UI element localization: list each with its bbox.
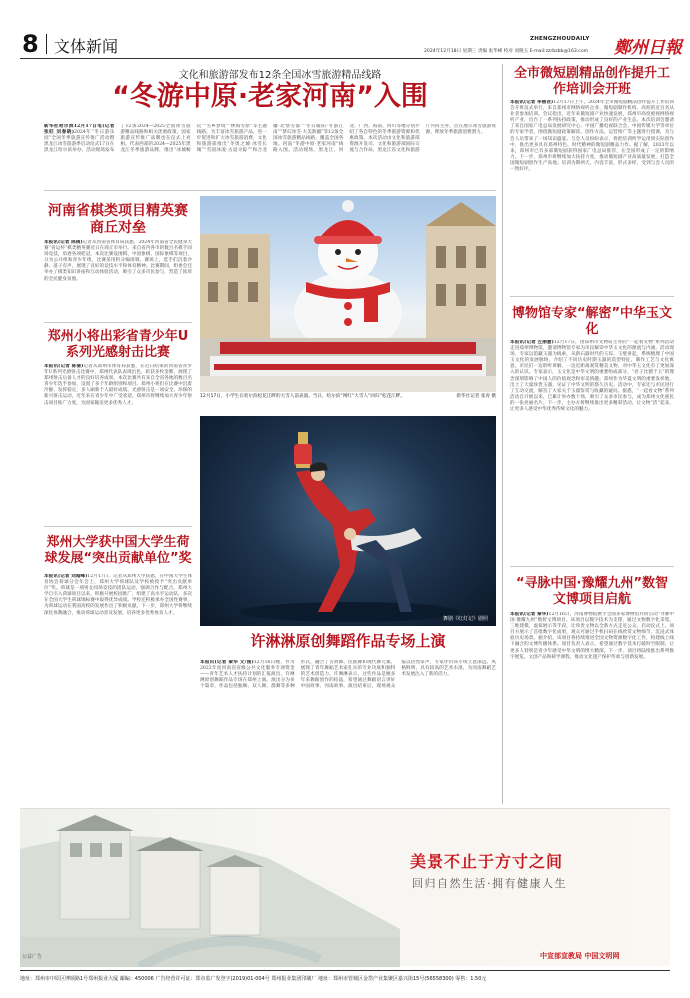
right3-byline: 本报讯(记者 秦华)	[510, 612, 549, 617]
masthead	[0, 0, 690, 58]
right3-body: 12月16日，河南博物院携手全国多家博物馆共同启动“寻脉中国·豫耀九州”数智文博项目。该项目以数字技术为支撑，通过文物数字化采集、三维建模、虚拟展示等手段，让珍贵文物以全新方式走近公众。启动仪式上，项目方展示了首批数字化成果，观众可通过手机扫码在线欣赏文物细节，沉浸式体验历史场景。据介绍，该项目将持续推进全国文物资源数字化工作，构建线上线下融合的文博传播体系。项目负责人表示，希望通过数字技术打破时空限制，让更多人特别是青少年感受中华文明的博大精深。下一步，项目将陆续推出系列数字展览、文创产品和研学课程，推动文化遗产保护传承与创新发展。	[510, 612, 674, 660]
page-number: 8	[22, 30, 39, 58]
right-column-divider	[502, 64, 503, 804]
right2-text	[510, 340, 674, 560]
left2-text	[44, 364, 192, 520]
dance-photo	[200, 416, 496, 626]
right2-body: 12月17日，由郑州市文物局主办的“一起看文物”系列活动走进郑州博物馆，邀请博物馆专家为市民解读中华玉文化的源流与内涵。活动现场，专家以馆藏玉器为线索，从新石器时代的玉琮、玉璧讲起，系统梳理了中国玉文化的发展脉络，介绍了不同历史时期玉器的造型特征、制作工艺与文化寓意。市民们一边聆听讲解，一边近距离观赏精美文物，对中华玉文化有了更加深入的认识。专家表示，玉文化是中华文明的重要组成部分，“君子比德于玉”的理念深刻影响了中国人的价值观念和审美情趣。郑州作为华夏文明的重要发祥地，出土了大量珍贵玉器，见证了中华文明的悠久历史。活动中，专家还与市民进行了互动交流，解答了大家关于玉器鉴赏与收藏的疑问。据悉，“一起看文物”系列活动自开展以来，已累计举办数十场，吸引了众多市民参与，成为郑州文化惠民的一张亮丽名片。下一步，主办方将继续推出更多精彩活动，让文物“活”起来，让更多人感受中华优秀传统文化的魅力。	[510, 340, 674, 413]
left3-headline: 郑州大学获中国大学生荷球发展“突出贡献单位”奖	[44, 535, 192, 566]
snowman-photo	[200, 196, 496, 392]
right3-text	[510, 612, 674, 802]
left1-headline: 河南省棋类项目精英赛商丘对垒	[48, 203, 188, 236]
left1-body: 记者从河南省体育局获悉，2024年河南省全民健身大赛“省运杯”棋类精英赛近日在商丘市举行。来自省内各市的数百名棋手同场竞技，角逐各项桂冠。本次比赛设围棋、中国象棋、国际象棋等项目，分为公开组和青少年组，比赛采用积分编排制。赛场上，选手们沉着冷静、落子有声，展现了良好的竞技水平和体育精神。比赛期间，组委会还举办了棋类知识讲座和互动体验活动，吸引了众多市民参与，营造了浓厚的全民健身氛围。	[44, 240, 192, 282]
left1-text	[44, 240, 192, 318]
left2-byline: 本报讯(记者 陈倩)	[44, 364, 84, 369]
section-title: 文体新闻	[54, 37, 119, 56]
lead-byline: 新华社哈尔滨12月17日电(记者 张旺 刘春晓)	[44, 124, 115, 136]
ad-illustration	[20, 809, 400, 967]
left1-rule	[44, 322, 192, 323]
lead-kicker: 文化和旅游部发布12条全国冰雪旅游精品线路	[178, 70, 382, 81]
dance-body: 12月16日晚，作为2023年度河南省省级公共文化服务专项资金——青年艺术人才扶持计划的汇报演出，许淋淋原创舞蹈作品专场在郑州上演。演出分为多个篇章，作品包括独舞、双人舞、群舞等多种形式，融合了古典舞、民族舞和现代舞元素，展现了青年舞蹈艺术家扎实的专业功底和独特的艺术创造力。许淋淋表示，这些作品是她多年来舞蹈创作的结晶，希望通过舞蹈语言讲好中国故事、河南故事。演出结束后，现场观众报以热烈掌声，专家评价该专场立意深远、风格鲜明，具有较高的艺术水准，为河南舞蹈艺术发展注入了新的活力。	[200, 660, 496, 690]
ad-organizations: 中宣部宣教局 中国文明网	[540, 951, 620, 960]
snowman-illustration	[200, 196, 496, 392]
lead-body: 2024年“冬日游乐园”全国冬季旅游宣传推广活动暨黑龙江冰雪旅游季启动仪式17日在黑龙江哈尔滨举办。活动现场发布了12条2024—2025全国冰雪旅游精品线路和相关优惠政策，国家旅游宣传推广品牌也在仪式上亮相。代表西部的2024—2025年黑龙江冬季旅游品牌，推出“冰城畅玩”“雪乡梦境”“林海雪原”等主题线路。为丰富冰雪旅游产品，进一步促进和扩大冰雪旅游消费，文化和旅游部推出“冬奥之城·冰雪长城”“雪国冰凌·古道寻踪”“和合北疆·北寒雪都”“冬日暖阳·冬游江南”“梦幻冰雪·大美新疆”等12条全国冰雪旅游精品线路，覆盖全国各地。河南“冬游中原·老家河南”线路入围。活动现场，黑龙江、河北、广西、海南、四川等地分别介绍了各自特色的冬季旅游资源和优惠政策。本次活动由文化和旅游部资源开发司、文化和旅游部国际交流与合作局、黑龙江省文化和旅游厅共同主办，旨在展示冰雪旅游资源、释放冬季旅游消费潜力。	[44, 124, 496, 154]
right2-headline: 博物馆专家“解密”中华玉文化	[511, 306, 673, 337]
ad-label: 公益广告	[22, 954, 43, 960]
footer-rule	[20, 970, 670, 971]
right2-byline: 本报讯(记者 左丽慧)	[510, 340, 554, 345]
right2-rule	[510, 566, 674, 567]
publication-info: 2024年12月18日 星期三 责编 张华峰 校对 刘晓玉 E-mail:zzrbzbb@163.com	[424, 49, 589, 54]
lead-headline: “冬游中原·老家河南”入围	[112, 81, 428, 112]
dance-headline: 许淋淋原创舞蹈作品专场上演	[250, 632, 446, 650]
dance-text	[200, 660, 496, 800]
snowman-caption-text: 12月17日，小学生在哈尔滨松花江畔的大雪人前表演。当日，哈尔滨“网红”大雪人“回归”松花江畔。	[200, 394, 405, 399]
public-service-ad	[20, 808, 670, 966]
snowman-caption	[200, 394, 496, 410]
dance-photo-credit: 舞剧《红灯记》剧照	[442, 616, 488, 622]
masthead-divider	[46, 34, 47, 54]
paper-pinyin: ZHENGZHOUDAILY	[530, 36, 590, 42]
right1-body: 12月17日上午，2024年全市微短剧精品创作提升工作培训会开班仪式举行，来自郑州市网络视听企业、微短剧制作机构、高校的近百名从业者参加培训。会议指出，近年来微短剧产业快速发展，郑州市高度重视网络视听产业，出台了一系列扶持政策，推动形成了良好的产业生态。本次培训会邀请了来自国家广电总局发展研究中心、中国广播电视联合会、中国传媒大学等单位的专家学者，围绕微短剧政策解读、创作方法、运营推广等主题进行授课，为与会人员带来了一场知识盛宴。与会人员纷纷表示，将把培训所学运用到实际创作中，推出更多具有郑州特色、时代精神的微短剧精品力作。据了解，2023年以来，郑州市已有多部微短剧获得国家广电总局推荐，在全国形成了一定的影响力。下一步，郑州市将继续加大扶持力度，推动微短剧产业高质量发展，打造全国微短剧创作生产高地。培训为期两天，内容丰富，形式多样，受到与会人员的一致好评。	[510, 100, 674, 173]
lead-article	[44, 124, 496, 184]
left2-headline: 郑州小将出彩省青少年U系列光感射击比赛	[47, 329, 189, 360]
right3-headline: “寻脉中国·豫耀九州”数智文博项目启航	[515, 576, 669, 607]
left3-body: 12月17日，记者从郑州大学获悉，在中国大学生体育协会荷球分会年会上，郑州大学荷球队及学校被授予“突出贡献单位”奖。荷球是一项男女同场竞技的团队运动，强调合作与配合。郑州大学自引入荷球项目以来，积极开展校园推广，组建了高水平运动队，多次在全国大学生荷球锦标赛中取得优异成绩。学校还积极承办全国性赛事，为荷球运动在我国高校的发展作出了积极贡献。下一步，郑州大学将继续深化体教融合，推动荷球运动普及发展，培养更多优秀体育人才。	[44, 574, 192, 616]
right1-text	[510, 100, 674, 290]
right1-byline: 本报讯(记者 李丽君)	[510, 100, 554, 105]
dance-illustration	[200, 416, 496, 626]
right1-rule	[510, 296, 674, 297]
ad-headline: 美景不止于方寸之间	[410, 852, 564, 871]
left2-body: 记者从郑州市体育局获悉，在近日结束的河南省青少年U系列光感射击比赛中，郑州代表队表现出色，斩获多枚金牌，展现了郑州射击后备人才的良好培养成果。本次比赛共有来自全省各地的数百名青少年选手参加，设置了多个年龄组别和项目。郑州小将们在比赛中沉着冷静、发挥稳定，多人刷新个人最好成绩。光感射击是一项安全、环保的新兴射击运动，近年来在青少年中广受欢迎。郑州市将继续加大青少年射击项目推广力度，为国家输送更多优秀人才。	[44, 364, 192, 406]
left3-byline: 本报讯(记者 刘超峰)	[44, 574, 88, 579]
left1-byline: 本报讯(记者 陈倩)	[44, 240, 83, 245]
masthead-rule	[20, 58, 670, 59]
right1-headline: 全市微短剧精品创作提升工作培训会开班	[513, 66, 670, 97]
lead-rule	[44, 190, 496, 191]
ad-subline: 回归自然生活·拥有健康人生	[412, 877, 567, 890]
dance-byline: 本报讯(记者 秦华 文/图)	[200, 660, 254, 665]
left2-rule	[44, 526, 192, 527]
footer-info: 地址：郑州市中原区博颂路1号郑州报业大厦 邮编：450006 广告经营许可证：郑市监广发登字(2019)01-004号 郑州报业集团印刷厂 地址：郑州市管城区金岱产业集聚区嘉兴街15号(56558300) 零售：1.50元	[20, 976, 487, 982]
paper-name-logo: 鄭州日報	[614, 38, 682, 58]
left3-text	[44, 574, 192, 802]
snowman-photo-credit: 新华社记者 张涛 摄	[456, 394, 496, 399]
